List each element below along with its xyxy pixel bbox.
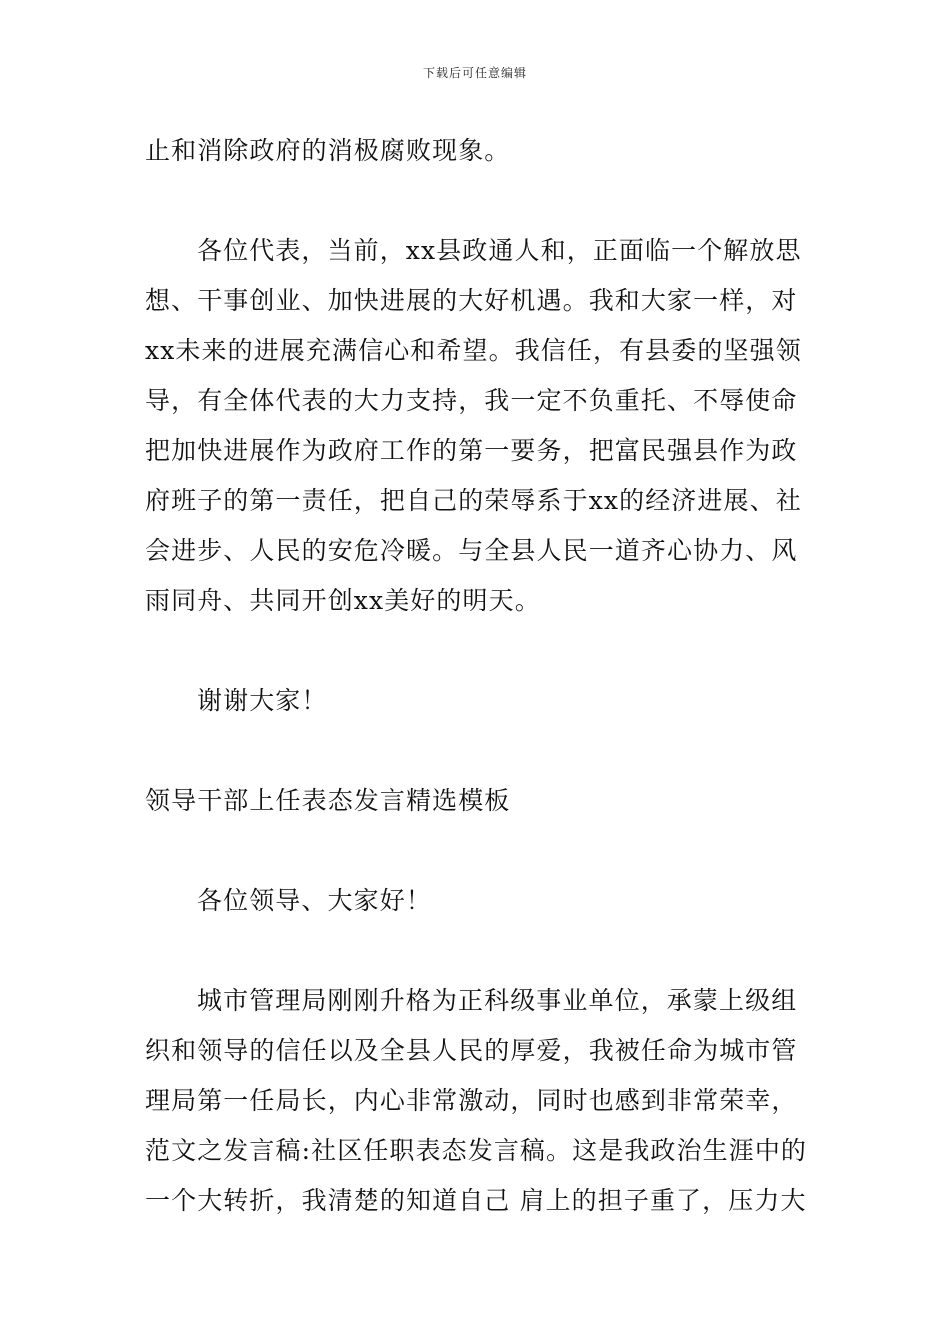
paragraph-thanks: 谢谢大家！ — [197, 686, 328, 715]
paragraph-development: 各位代表，当前，xx县政通人和，正面临一个解放思想、干事创业、加快进展的大好机遇。我和大家一样，对xx未来的进展充满信心和希望。我信任，有县委的坚强领导，有全体代表的大力支持，我一定不负重托、不辱使命把加快进展作为政府工作的第一要务，把富民强县作为政府班子的第一责任，把自己的荣辱系于xx的经济进展、社会进步、人民的安危冷暖。与全县人民一道齐心协力、风雨同舟、共同开创xx美好的明天。 — [145, 236, 802, 615]
paragraph-continuation: 止和消除政府的消极腐败现象。 — [145, 136, 511, 165]
paragraph-greeting: 各位领导、大家好！ — [197, 886, 432, 915]
paragraph-appointment: 城市管理局刚刚升格为正科级事业单位，承蒙上级组织和领导的信任以及全县人民的厚爱，我被任命为城市管理局第一任局长，内心非常激动，同时也感到非常荣幸，范文之发言稿:社区任职表态发言稿。这是我政治生涯中的一个大转折，我清楚的知道自己 肩上的担子重了，压力大 — [145, 986, 808, 1215]
document-body — [145, 126, 810, 1226]
page-header: 下载后可任意编辑 — [422, 66, 527, 80]
section-title: 领导干部上任表态发言精选模板 — [145, 786, 511, 815]
